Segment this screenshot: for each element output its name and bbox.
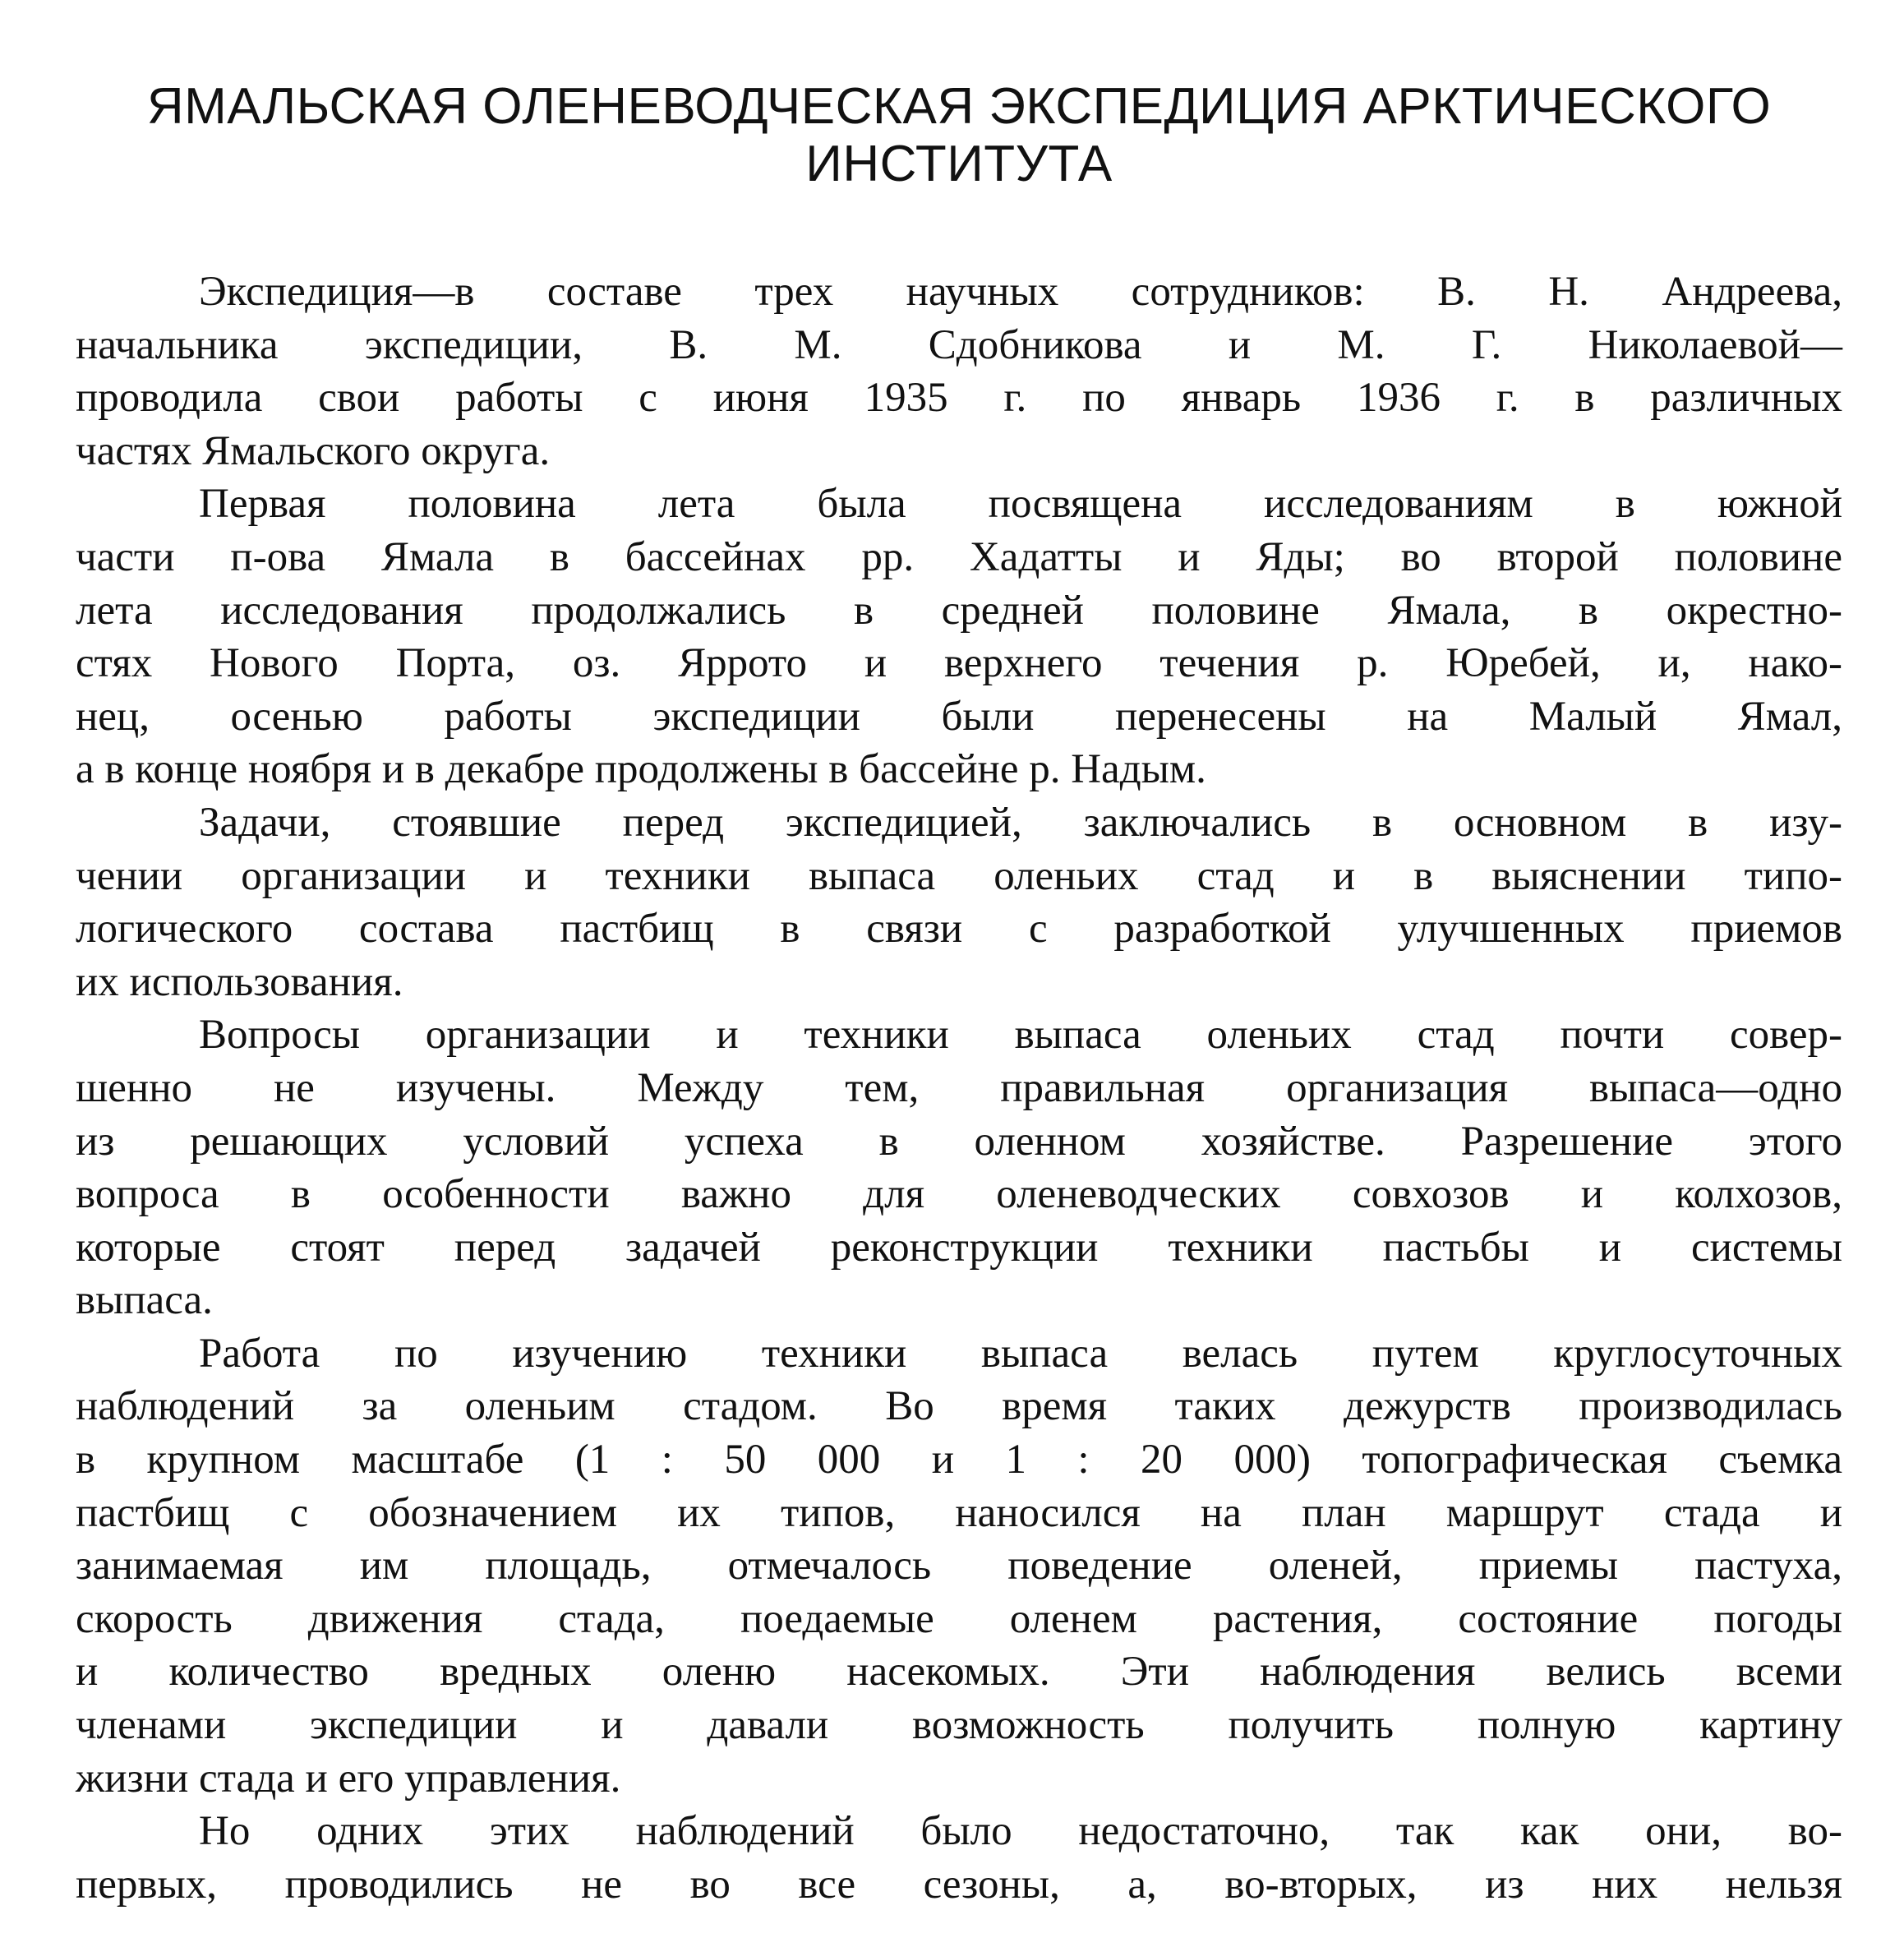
text-line: логического состава пастбищ в связи с разработкой улучшенных приемов [76,906,1842,953]
title-line: ЯМАЛЬСКАЯ ОЛЕНЕВОДЧЕСКАЯ ЭКСПЕДИЦИЯ АРКТИЧЕСКОГО [146,78,1772,135]
article-body [76,265,1842,1911]
article-title [76,78,1842,193]
text-line: нец, осенью работы экспедиции были перенесены на Малый Ямал, [76,693,1842,740]
text-line: которые стоят перед задачей реконструкции техники пастьбы и системы [76,1224,1842,1271]
text-line: жизни стада и его управления. [76,1755,621,1802]
text-line: Вопросы организации и техники выпаса оленьих стад почти совер- [199,1012,1842,1059]
text-line: их использования. [76,958,403,1005]
text-line: выпаса. [76,1277,213,1324]
text-line: занимаемая им площадь, отмечалось поведение оленей, приемы пастуха, [76,1543,1842,1589]
text-line: вопроса в особенности важно для оленеводческих совхозов и колхозов, [76,1171,1842,1218]
document-page [76,78,1842,1911]
paragraph [76,1805,1842,1911]
text-line: Первая половина лета была посвящена исследованиям в южной [199,481,1842,528]
text-line: членами экспедиции и давали возможность получить полную картину [76,1702,1842,1749]
paragraph [76,1008,1842,1327]
text-line: Задачи, стоявшие перед экспедицией, заключались в основном в изу- [199,799,1842,846]
text-line: шенно не изучены. Между тем, правильная организация выпаса—одно [76,1064,1842,1111]
text-line: чении организации и техники выпаса оленьих стад и в выяснении типо- [76,852,1842,899]
text-line: пастбищ с обозначением их типов, наносился на план маршрут стада и [76,1489,1842,1536]
text-line: Но одних этих наблюдений было недостаточно, так как они, во- [199,1808,1842,1855]
text-line: лета исследования продолжались в средней половине Ямала, в окрестно- [76,587,1842,634]
text-line: первых, проводились не во все сезоны, а, во-вторых, из них нельзя [76,1861,1842,1908]
paragraph [76,1327,1842,1805]
text-line: стях Нового Порта, оз. Яррото и верхнего течения р. Юребей, и, нако- [76,640,1842,687]
text-line: проводила свои работы с июня 1935 г. по январь 1936 г. в различных [76,375,1842,422]
text-line: начальника экспедиции, В. М. Сдобникова и М. Г. Николаевой— [76,321,1842,368]
text-line: из решающих условий успеха в оленном хозяйстве. Разрешение этого [76,1118,1842,1165]
paragraph [76,265,1842,478]
text-line: в крупном масштабе (1 : 50 000 и 1 : 20 000) топографическая съемка [76,1437,1842,1483]
paragraph [76,478,1842,796]
text-line: наблюдений за оленьим стадом. Во время таких дежурств производилась [76,1383,1842,1430]
text-line: скорость движения стада, поедаемые оленем растения, состояние погоды [76,1595,1842,1642]
paragraph [76,796,1842,1008]
text-line: части п-ова Ямала в бассейнах рр. Хадатты и Яды; во второй половине [76,533,1842,580]
title-line: ИНСТИТУТА [805,136,1113,192]
text-line: и количество вредных оленю насекомых. Эти наблюдения велись всеми [76,1649,1842,1696]
text-line: частях Ямальского округа. [76,427,551,474]
text-line: Экспедиция—в составе трех научных сотрудников: В. Н. Андреева, [199,269,1842,315]
text-line: а в конце ноября и в декабре продолжены в бассейне р. Надым. [76,746,1206,793]
text-line: Работа по изучению техники выпаса велась путем круглосуточных [199,1330,1842,1377]
